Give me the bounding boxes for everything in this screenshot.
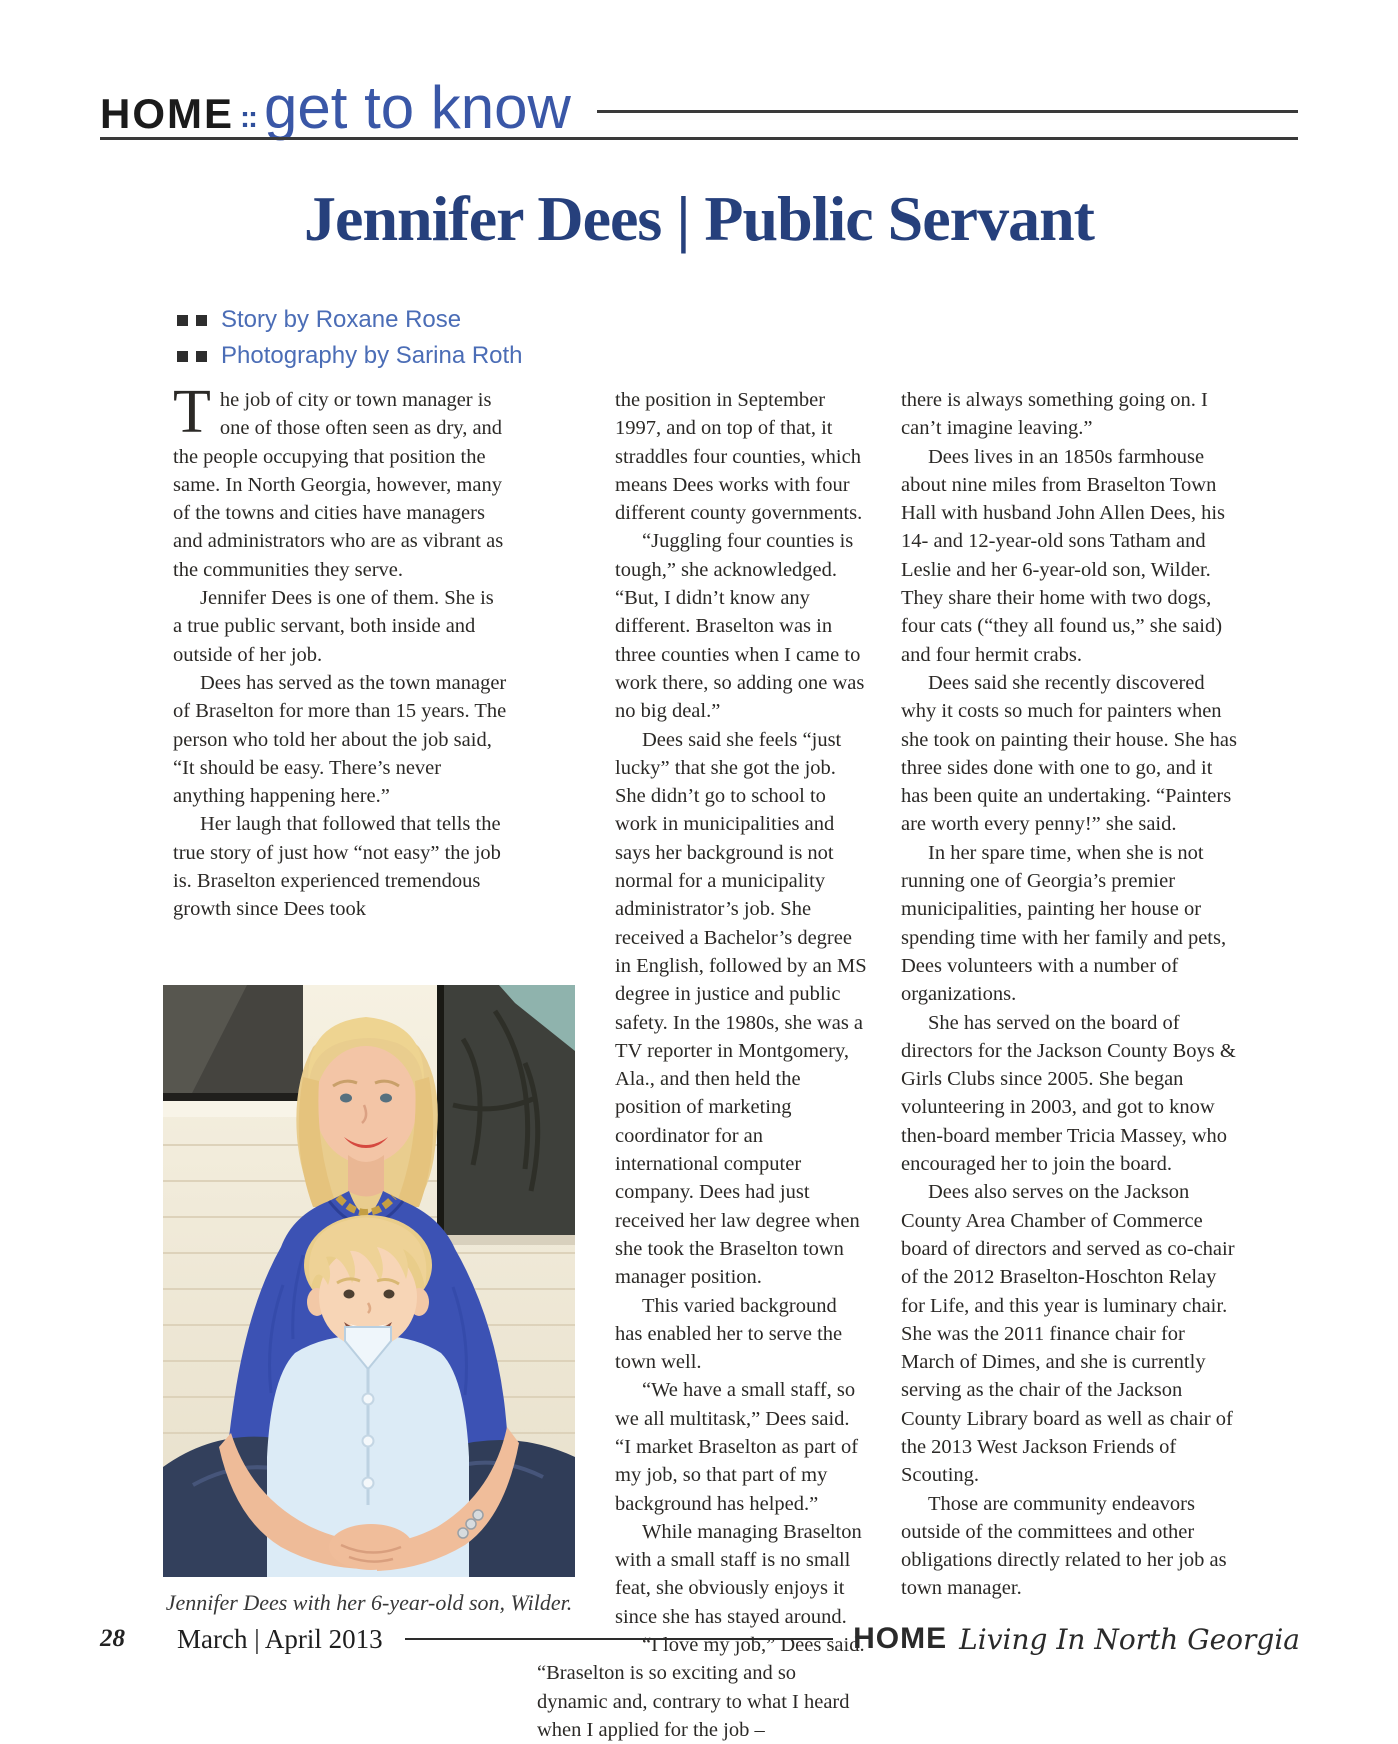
article-column-3: [901, 386, 1237, 1603]
photography-credit: [177, 342, 523, 370]
drop-cap: T: [173, 378, 211, 446]
bullet-square-icon: [196, 351, 207, 362]
paragraph: The job of city or town manager is one of those often seen as dry, and the people occupying that position the same. In North Georgia, however, many of the towns and cities have managers and administrators who are as vibrant as the communities they serve.: [173, 378, 504, 581]
paragraph: Dees also serves on the Jackson County Area Chamber of Commerce board of directors and served as co-chair of the 2012 Braselton-Hoschton Relay for Life, and this year is luminary chair. She was the 2011 finance chair for March of Dimes, and she is currently serving as the chair of the Jackson County Library board as well as chair of the 2013 West Jackson Friends of Scouting.: [901, 1181, 1235, 1487]
paragraph: the position in September 1997, and on top of that, it straddles four counties, which means Dees works with four different county governments.: [615, 389, 863, 525]
paragraph: Dees has served as the town manager of Braselton for more than 15 years. The person who told her about the job said, “It should be easy. There’s never anything happening here.”: [173, 671, 507, 808]
window-left: [163, 985, 303, 1117]
footer-brand: HOME: [853, 1622, 948, 1655]
paragraph: “I love my job,” Dees said. “Braselton is so exciting and so dynamic and, contrary to what I heard when I applied for the job –: [537, 1634, 865, 1741]
article-column-2: [537, 386, 869, 1744]
article-title: Jennifer Dees | Public Servant: [304, 183, 1094, 254]
magazine-masthead: [100, 74, 1298, 141]
article-column-1: [173, 378, 507, 924]
byline: [177, 306, 523, 370]
footer-rule: [405, 1638, 834, 1640]
paragraph: Her laugh that followed that tells the true story of just how “not easy” the job is. Braselton experienced tremendous growth since Dees took: [173, 813, 501, 921]
paragraph: Jennifer Dees is one of them. She is a true public servant, both inside and outside of her job.: [173, 587, 494, 666]
paragraph: “Juggling four counties is tough,” she acknowledged. “But, I didn’t know any different. Braselton was in three counties when I came to work there, so adding one was no big deal.”: [615, 530, 865, 723]
bullet-square-icon: [196, 315, 207, 326]
photo-caption: Jennifer Dees with her 6-year-old son, Wilder.: [165, 1590, 573, 1615]
masthead-rule-full: [100, 137, 1298, 140]
paragraph: Dees said she recently discovered why it costs so much for painters when she took on painting their house. She has three sides done with one to go, and it has been quite an undertaking. “Painters are worth every penny!” she said.: [901, 671, 1237, 836]
paragraph: While managing Braselton with a small staff is no small feat, she obviously enjoys it since she has stayed around.: [615, 1520, 862, 1628]
paragraph: Dees said she feels “just lucky” that she got the job. She didn’t go to school to work in municipalities and says her background is not normal for a municipality administrator’s job. She received a Bachelor’s degree in English, followed by an MS degree in justice and public safety. In the 1980s, she was a TV reporter in Montgomery, Ala., and then held the position of marketing coordinator for an international computer company. Dees had just received her law degree when she took the Braselton town manager position.: [615, 728, 867, 1289]
article-photo: [163, 985, 575, 1577]
brand-separator-icon: ::: [240, 101, 256, 135]
window-right: [437, 985, 575, 1245]
paragraph: Dees lives in an 1850s farmhouse about nine miles from Braselton Town Hall with husband John Allen Dees, his 14- and 12-year-old sons Tatham and Leslie and her 6-year-old son, Wilder. They share their home with two dogs, four cats (“they all found us,” she said) and four hermit crabs.: [901, 445, 1225, 666]
article-photo-illustration: [163, 985, 575, 1577]
paragraph: She has served on the board of directors for the Jackson County Boys & Girls Clubs since 2005. She began volunteering in 2003, and got to know then-board member Tricia Massey, who encouraged her to join the board.: [901, 1011, 1236, 1176]
bullet-square-icon: [177, 315, 188, 326]
page-footer: [100, 1618, 1300, 1660]
footer-tagline: Living In North Georgia: [959, 1622, 1300, 1656]
issue-date: March | April 2013: [177, 1623, 383, 1654]
paragraph: This varied background has enabled her to serve the town well.: [615, 1294, 843, 1374]
magazine-brand: HOME: [100, 90, 234, 138]
story-credit: [177, 306, 523, 334]
paragraph: there is always something going on. I can’t imagine leaving.”: [901, 389, 1208, 440]
paragraph: “We have a small staff, so we all multitask,” Dees said. “I market Braselton as part of my job, so that part of my background has helped.”: [615, 1379, 859, 1515]
masthead-rule-partial: [597, 110, 1298, 113]
page-number: 28: [100, 1625, 125, 1652]
paragraph: In her spare time, when she is not running one of Georgia’s premier municipalities, painting her house or spending time with her family and pets, Dees volunteers with a number of organizations.: [901, 841, 1227, 1006]
photography-credit-label: Photography by Sarina Roth: [221, 342, 523, 369]
story-credit-label: Story by Roxane Rose: [221, 306, 462, 333]
bullet-square-icon: [177, 351, 188, 362]
paragraph: Those are community endeavors outside of the committees and other obligations directly related to her job as town manager.: [901, 1492, 1227, 1600]
section-name: get to know: [263, 74, 571, 141]
